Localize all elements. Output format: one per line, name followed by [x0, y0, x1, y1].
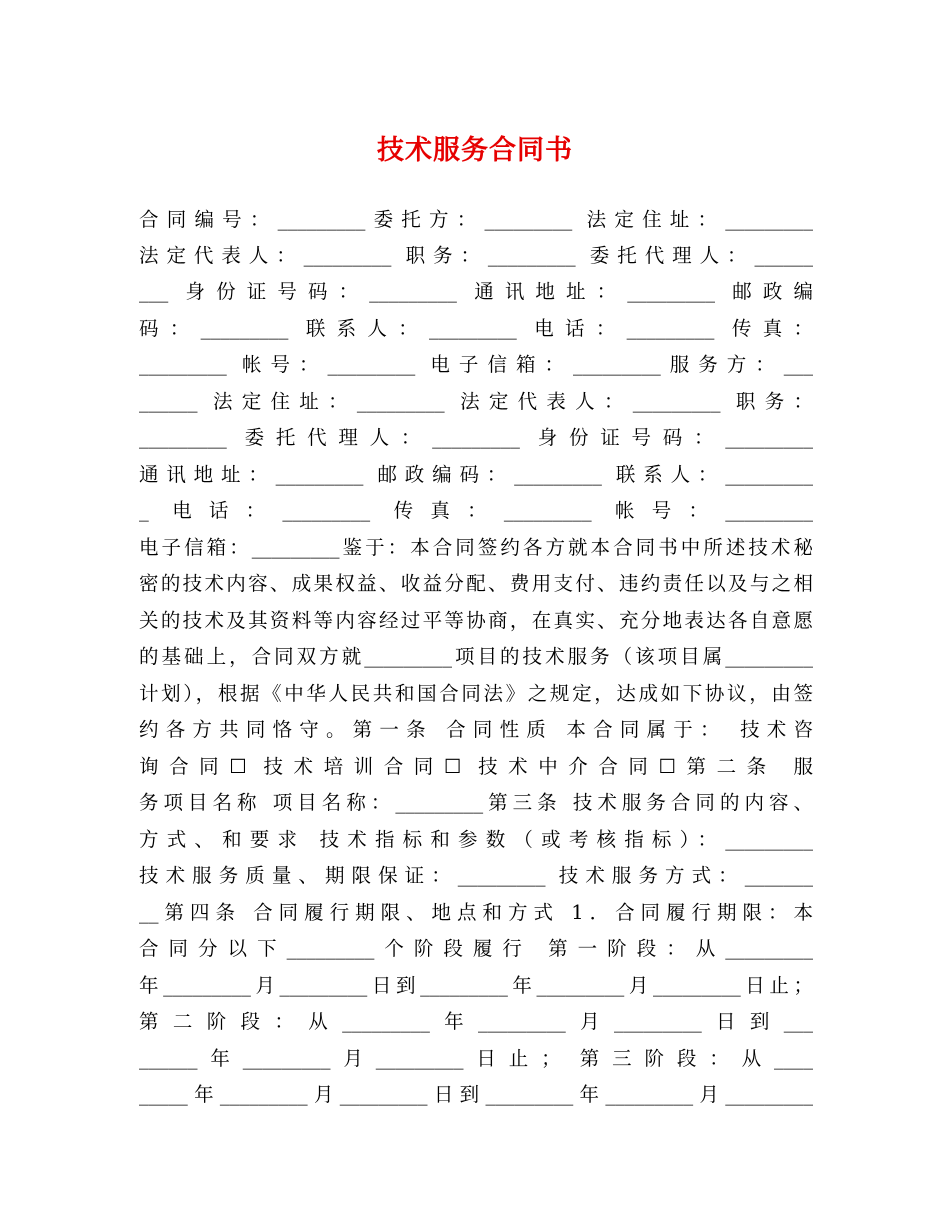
- body-line: ______年_________月_________日止； 第三阶段：从____: [139, 1047, 813, 1070]
- body-line: 询合同☐ 技术培训合同☐ 技术中介合同☐第二条 服: [139, 755, 813, 778]
- body-line: 合同编号：_________委托方：_________ 法定住址：_________: [139, 208, 813, 231]
- body-line: _________ 委托代理人：_________ 身份证号码：_________: [139, 426, 813, 449]
- body-line: ______ 法定住址：_________ 法定代表人：_________ 职务：: [139, 390, 813, 413]
- body-line: 方式、和要求 技术指标和参数（或考核指标）：_________: [139, 828, 813, 851]
- body-line: 密的技术内容、成果权益、收益分配、费用支付、违约责任以及与之相: [139, 572, 813, 595]
- body-line: 务项目名称 项目名称：_________第三条 技术服务合同的内容、: [139, 791, 813, 814]
- body-line: 的基础上，合同双方就_________项目的技术服务（该项目属_________: [139, 645, 813, 668]
- body-line: 第二阶段：从_________年_________月_________日到___: [139, 1010, 813, 1033]
- body-line: 码：_________ 联系人：_________ 电话：_________ 传真：: [139, 317, 813, 340]
- body-line: 约各方共同恪守。第一条 合同性质 本合同属于： 技术咨: [139, 718, 813, 741]
- body-line: ___ 身份证号码：_________ 通讯地址：_________ 邮政编: [139, 280, 813, 303]
- body-line: _____年_________月_________日到_________年_________月_________: [139, 1083, 813, 1106]
- body-line: 电子信箱：_________鉴于：本合同签约各方就本合同书中所述技术秘: [139, 536, 813, 559]
- body-line: _________ 帐号：_________ 电子信箱：_________服务方：___: [139, 353, 813, 376]
- document-title: 技术服务合同书: [377, 135, 573, 166]
- body-line: 合同分以下_________个阶段履行 第一阶段：从_________: [139, 937, 813, 960]
- body-line: 通讯地址：_________ 邮政编码：_________ 联系人：_________: [139, 463, 813, 486]
- body-line: 关的技术及其资料等内容经过平等协商，在真实、充分地表达各自意愿: [139, 609, 813, 632]
- body-line: 技术服务质量、期限保证：_________ 技术服务方式：_______: [139, 864, 813, 887]
- body-line: 年_________月_________日到_________年_________月_________日止；: [139, 974, 813, 997]
- body-line: __第四条 合同履行期限、地点和方式 1．合同履行期限：本: [139, 901, 813, 924]
- body-line: 法定代表人：_________ 职务：_________ 委托代理人：______: [139, 244, 813, 267]
- body-line: 计划），根据《中华人民共和国合同法》之规定，达成如下协议，由签: [139, 682, 813, 705]
- body-line: _ 电话：_________ 传真：_________ 帐号：_________: [139, 499, 813, 522]
